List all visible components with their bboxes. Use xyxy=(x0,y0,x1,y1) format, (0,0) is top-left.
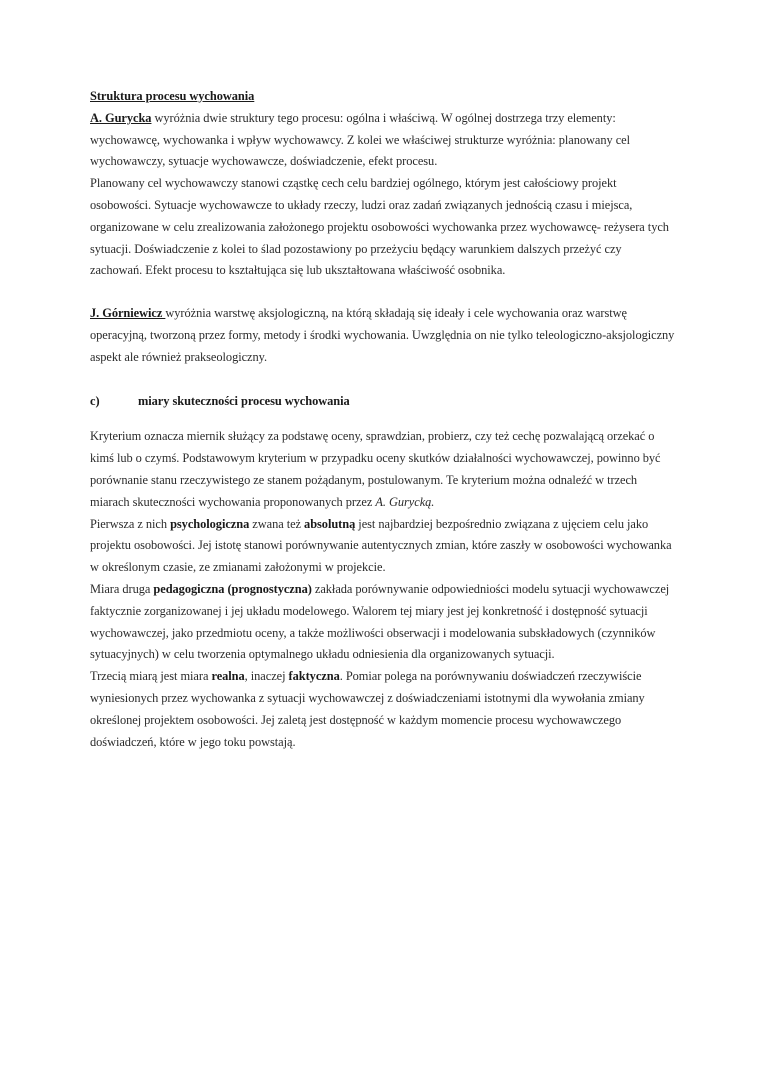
paragraph-psychological xyxy=(90,514,675,579)
paragraph-text: wyróżnia warstwę aksjologiczną, na którą składają się ideały i cele wychowania oraz warstwę operacyjną, tworzoną przez formy, metody i środki wychowania. Uwzględnia on nie tylko teleologiczno-aksjologiczny aspekt ale również prakseologiczny. xyxy=(90,306,675,364)
title-text: Struktura procesu wychowania xyxy=(90,89,255,103)
section-heading xyxy=(90,391,675,413)
paragraph-text: Miara druga xyxy=(90,581,154,596)
paragraph-gurycka-structures xyxy=(90,108,675,173)
paragraph-gorniewicz xyxy=(90,303,675,368)
term-pedagogiczna: pedagogiczna (prognostyczna) xyxy=(153,581,312,596)
paragraph-text: zakłada porównywanie odpowiedniości modelu sytuacji wychowawczej faktycznie zorganizowanej i jej układu modelowego. Walorem tej miary jest jej konkretność i dostępność sytuacji wychowawczej, jako przedmiotu oceny, a także możliwości obserwacji i modelowania subskładowych (czynników sytuacyjnych) w celu tworzenia optymalnego układu odniesienia dla organizowanych sytuacji. xyxy=(90,581,670,662)
paragraph-text: Pierwsza z nich xyxy=(90,516,171,531)
paragraph-text: jest najbardziej bezpośrednio związana z ujęciem celu jako projektu osobowości. Jej istotę stanowi porównywanie autentycznych zmian, które zaszły w osobowości wychowanka w określonym czasie, ze zmianami założonymi w projekcie. xyxy=(90,516,672,575)
paragraph-text: Trzecią miarą jest miara xyxy=(90,669,212,684)
term-realna: realna xyxy=(211,669,245,684)
section-heading-text: miary skuteczności procesu wychowania xyxy=(138,393,350,408)
paragraph-text: . Pomiar polega na porównywaniu doświadczeń rzeczywiście wyniesionych przez wychowanka z sytuacji wychowawczej z doświadczeniami istotnymi dla wywołania zmiany określonej projektem osobowości. Jej zaletą jest dostępność w każdym momencie procesu wychowawczego doświadczeń, które w jego toku powstają. xyxy=(90,669,645,749)
document-title xyxy=(90,86,675,108)
paragraph-text: Kryterium oznacza miernik służący za podstawę oceny, sprawdzian, probierz, czy też cechę pozwalającą orzekać o kimś lub o czymś. Podstawowym kryterium w przypadku oceny skutków działalności wychowawczej, powinno być porównanie stanu rzeczywistego ze stanem pożądanym, postulowanym. Te kryterium można odnaleźć w trzech miarach skuteczności wychowania proponowanych przez xyxy=(90,429,661,509)
section-letter: c) xyxy=(90,393,100,408)
paragraph-criterion xyxy=(90,426,675,513)
paragraph-text: zwana też xyxy=(249,516,305,531)
document-body xyxy=(90,86,675,753)
author-gurycka: A. Gurycka xyxy=(90,110,152,125)
paragraph-planned-goal: Planowany cel wychowawczy stanowi cząstkę cech celu bardziej ogólnego, którym jest całościowy projekt osobowości. Sytuacje wychowawcze to układy rzeczy, ludzi oraz zadań związanych jednością czasu i miejsca, organizowane w celu zrealizowania założonego projektu osobowości wychowanka przez wychowawcę- reżysera tych sytuacji. Doświadczenie z kolei to ślad pozostawiony po przeżyciu będący warunkiem dalszych przeżyć czy zachowań. Efekt procesu to kształtująca się lub ukształtowana właściwość osobnika. xyxy=(90,176,669,278)
term-psychologiczna: psychologiczna xyxy=(170,516,250,531)
term-absolutna: absolutną xyxy=(304,516,356,531)
author-gorniewicz: J. Górniewicz xyxy=(90,306,166,321)
term-faktyczna: faktyczna xyxy=(288,669,340,684)
italic-author: A. Gurycką. xyxy=(375,494,435,509)
paragraph-real xyxy=(90,666,675,753)
paragraph-text: wyróżnia dwie struktury tego procesu: ogólna i właściwą. W ogólnej dostrzega trzy elementy: wychowawcę, wychowanka i wpływ wychowawcy. Z kolei we właściwej strukturze wyróżnia: planowany cel wychowawczy, sytuacje wychowawcze, doświadczenie, efekt procesu. xyxy=(90,110,630,169)
paragraph-pedagogical xyxy=(90,579,675,666)
paragraph-text: , inaczej xyxy=(244,669,289,684)
